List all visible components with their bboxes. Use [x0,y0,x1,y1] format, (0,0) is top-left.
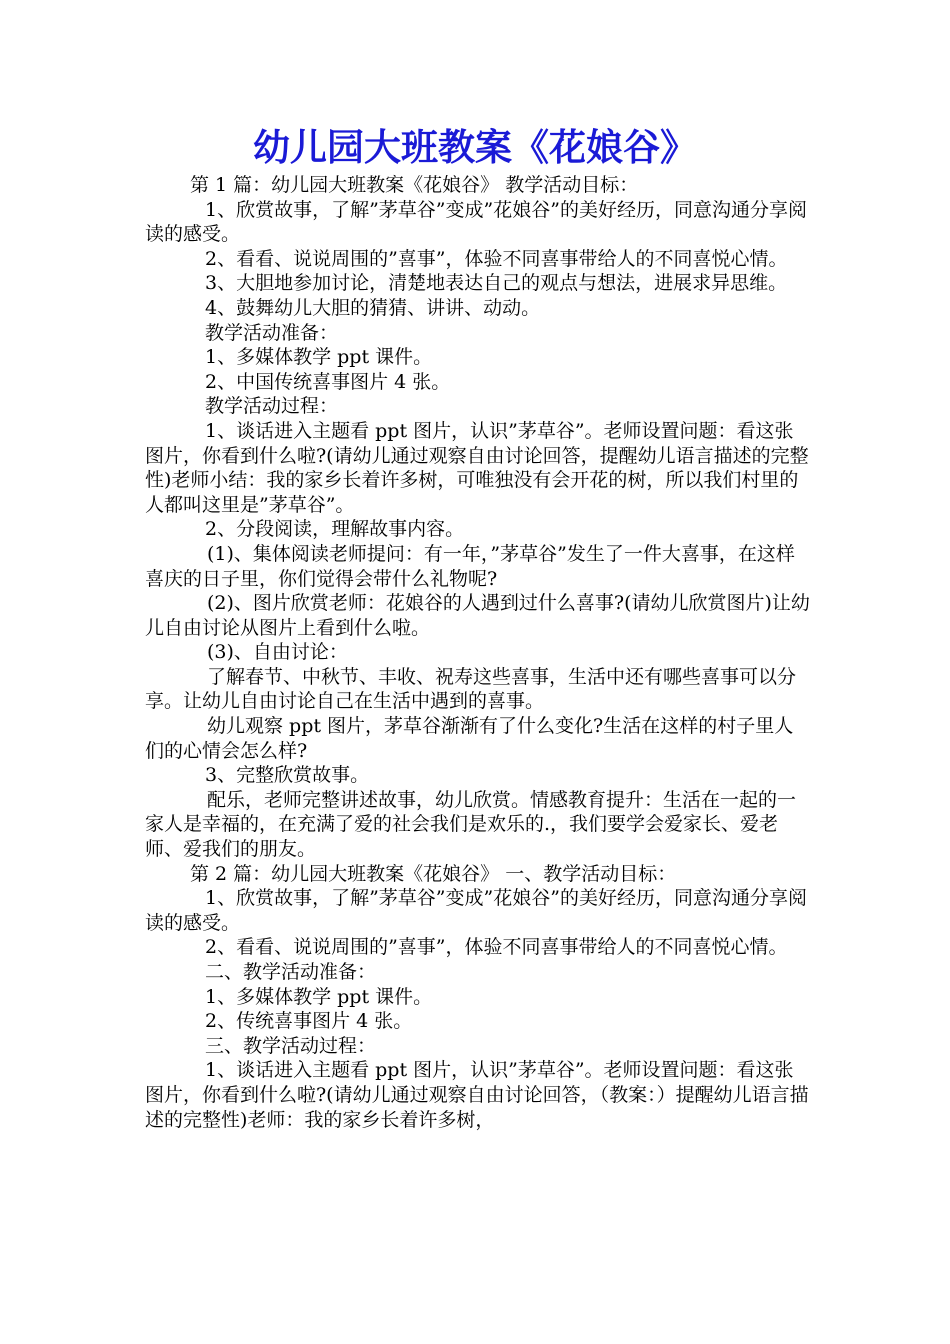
document-body [145,173,810,1132]
document-title: 幼儿园大班教案《花娘谷》 [253,125,697,169]
paragraph: 1、谈话进入主题看 ppt 图片，认识”茅草谷”。老师设置问题：看这张图片，你看到什么啦?(请幼儿通过观察自由讨论回答，提醒幼儿语言描述的完整性)老师小结：我的家乡长着许多树，可唯独没有会开花的树，所以我们村里的人都叫这里是”茅草谷”。 [145,419,809,516]
paragraph: 3、大胆地参加讨论，清楚地表达自己的观点与想法，进展求异思维。 [205,272,788,295]
paragraph: 3、完整欣赏故事。 [205,764,370,787]
paragraph: 1、欣赏故事，了解”茅草谷”变成”花娘谷”的美好经历，同意沟通分享阅读的感受。 [145,198,807,246]
paragraph: 2、中国传统喜事图片 4 张。 [205,370,451,393]
paragraph: (1)、集体阅读老师提问：有一年，”茅草谷”发生了一件大喜事，在这样喜庆的日子里，你们觉得会带什么礼物呢? [145,542,795,590]
paragraph: 1、欣赏故事，了解”茅草谷”变成”花娘谷”的美好经历，同意沟通分享阅读的感受。 [145,887,807,934]
paragraph: (3)、自由讨论： [207,641,348,664]
paragraph: 教学活动过程： [205,395,339,418]
paragraph: 2、看看、说说周围的”喜事”，体验不同喜事带给人的不同喜悦心情。 [205,936,788,959]
paragraph: 1、多媒体教学 ppt 课件。 [205,346,433,369]
paragraph: 1、谈话进入主题看 ppt 图片，认识”茅草谷”。老师设置问题：看这张图片，你看到什么啦?(请幼儿通过观察自由讨论回答，（教案：）提醒幼儿语言描述的完整性)老师：我的家乡长着许多树， [145,1059,809,1131]
section-heading-1: 第 1 篇：幼儿园大班教案《花娘谷》 教学活动目标： [190,174,639,196]
paragraph: 幼儿观察 ppt 图片，茅草谷渐渐有了什么变化?生活在这样的村子里人们的心情会怎么样? [145,715,794,762]
section-heading-2: 第 2 篇：幼儿园大班教案《花娘谷》 一、教学活动目标： [190,862,677,885]
paragraph: 2、看看、说说周围的”喜事”，体验不同喜事带给人的不同喜悦心情。 [205,247,788,270]
paragraph: 2、传统喜事图片 4 张。 [205,1010,413,1033]
paragraph: 三、教学活动过程： [205,1034,377,1057]
paragraph: 配乐，老师完整讲述故事，幼儿欣赏。情感教育提升：生活在一起的一家人是幸福的，在充满了爱的社会我们是欢乐的.，我们要学会爱家长、爱老师、爱我们的朋友。 [145,788,797,861]
paragraph: 二、教学活动准备： [205,961,377,983]
paragraph: 1、多媒体教学 ppt 课件。 [205,985,433,1008]
paragraph: 教学活动准备： [205,321,339,344]
paragraph: 2、分段阅读，理解故事内容。 [205,518,465,541]
paragraph: 了解春节、中秋节、丰收、祝寿这些喜事，生活中还有哪些喜事可以分享。让幼儿自由讨论自己在生活中遇到的喜事。 [145,665,797,713]
paragraph: 4、鼓舞幼儿大胆的猜猜、讲讲、动动。 [205,296,541,319]
paragraph: (2)、图片欣赏老师：花娘谷的人遇到过什么喜事?(请幼儿欣赏图片)让幼儿自由讨论从图片上看到什么啦。 [145,592,810,639]
